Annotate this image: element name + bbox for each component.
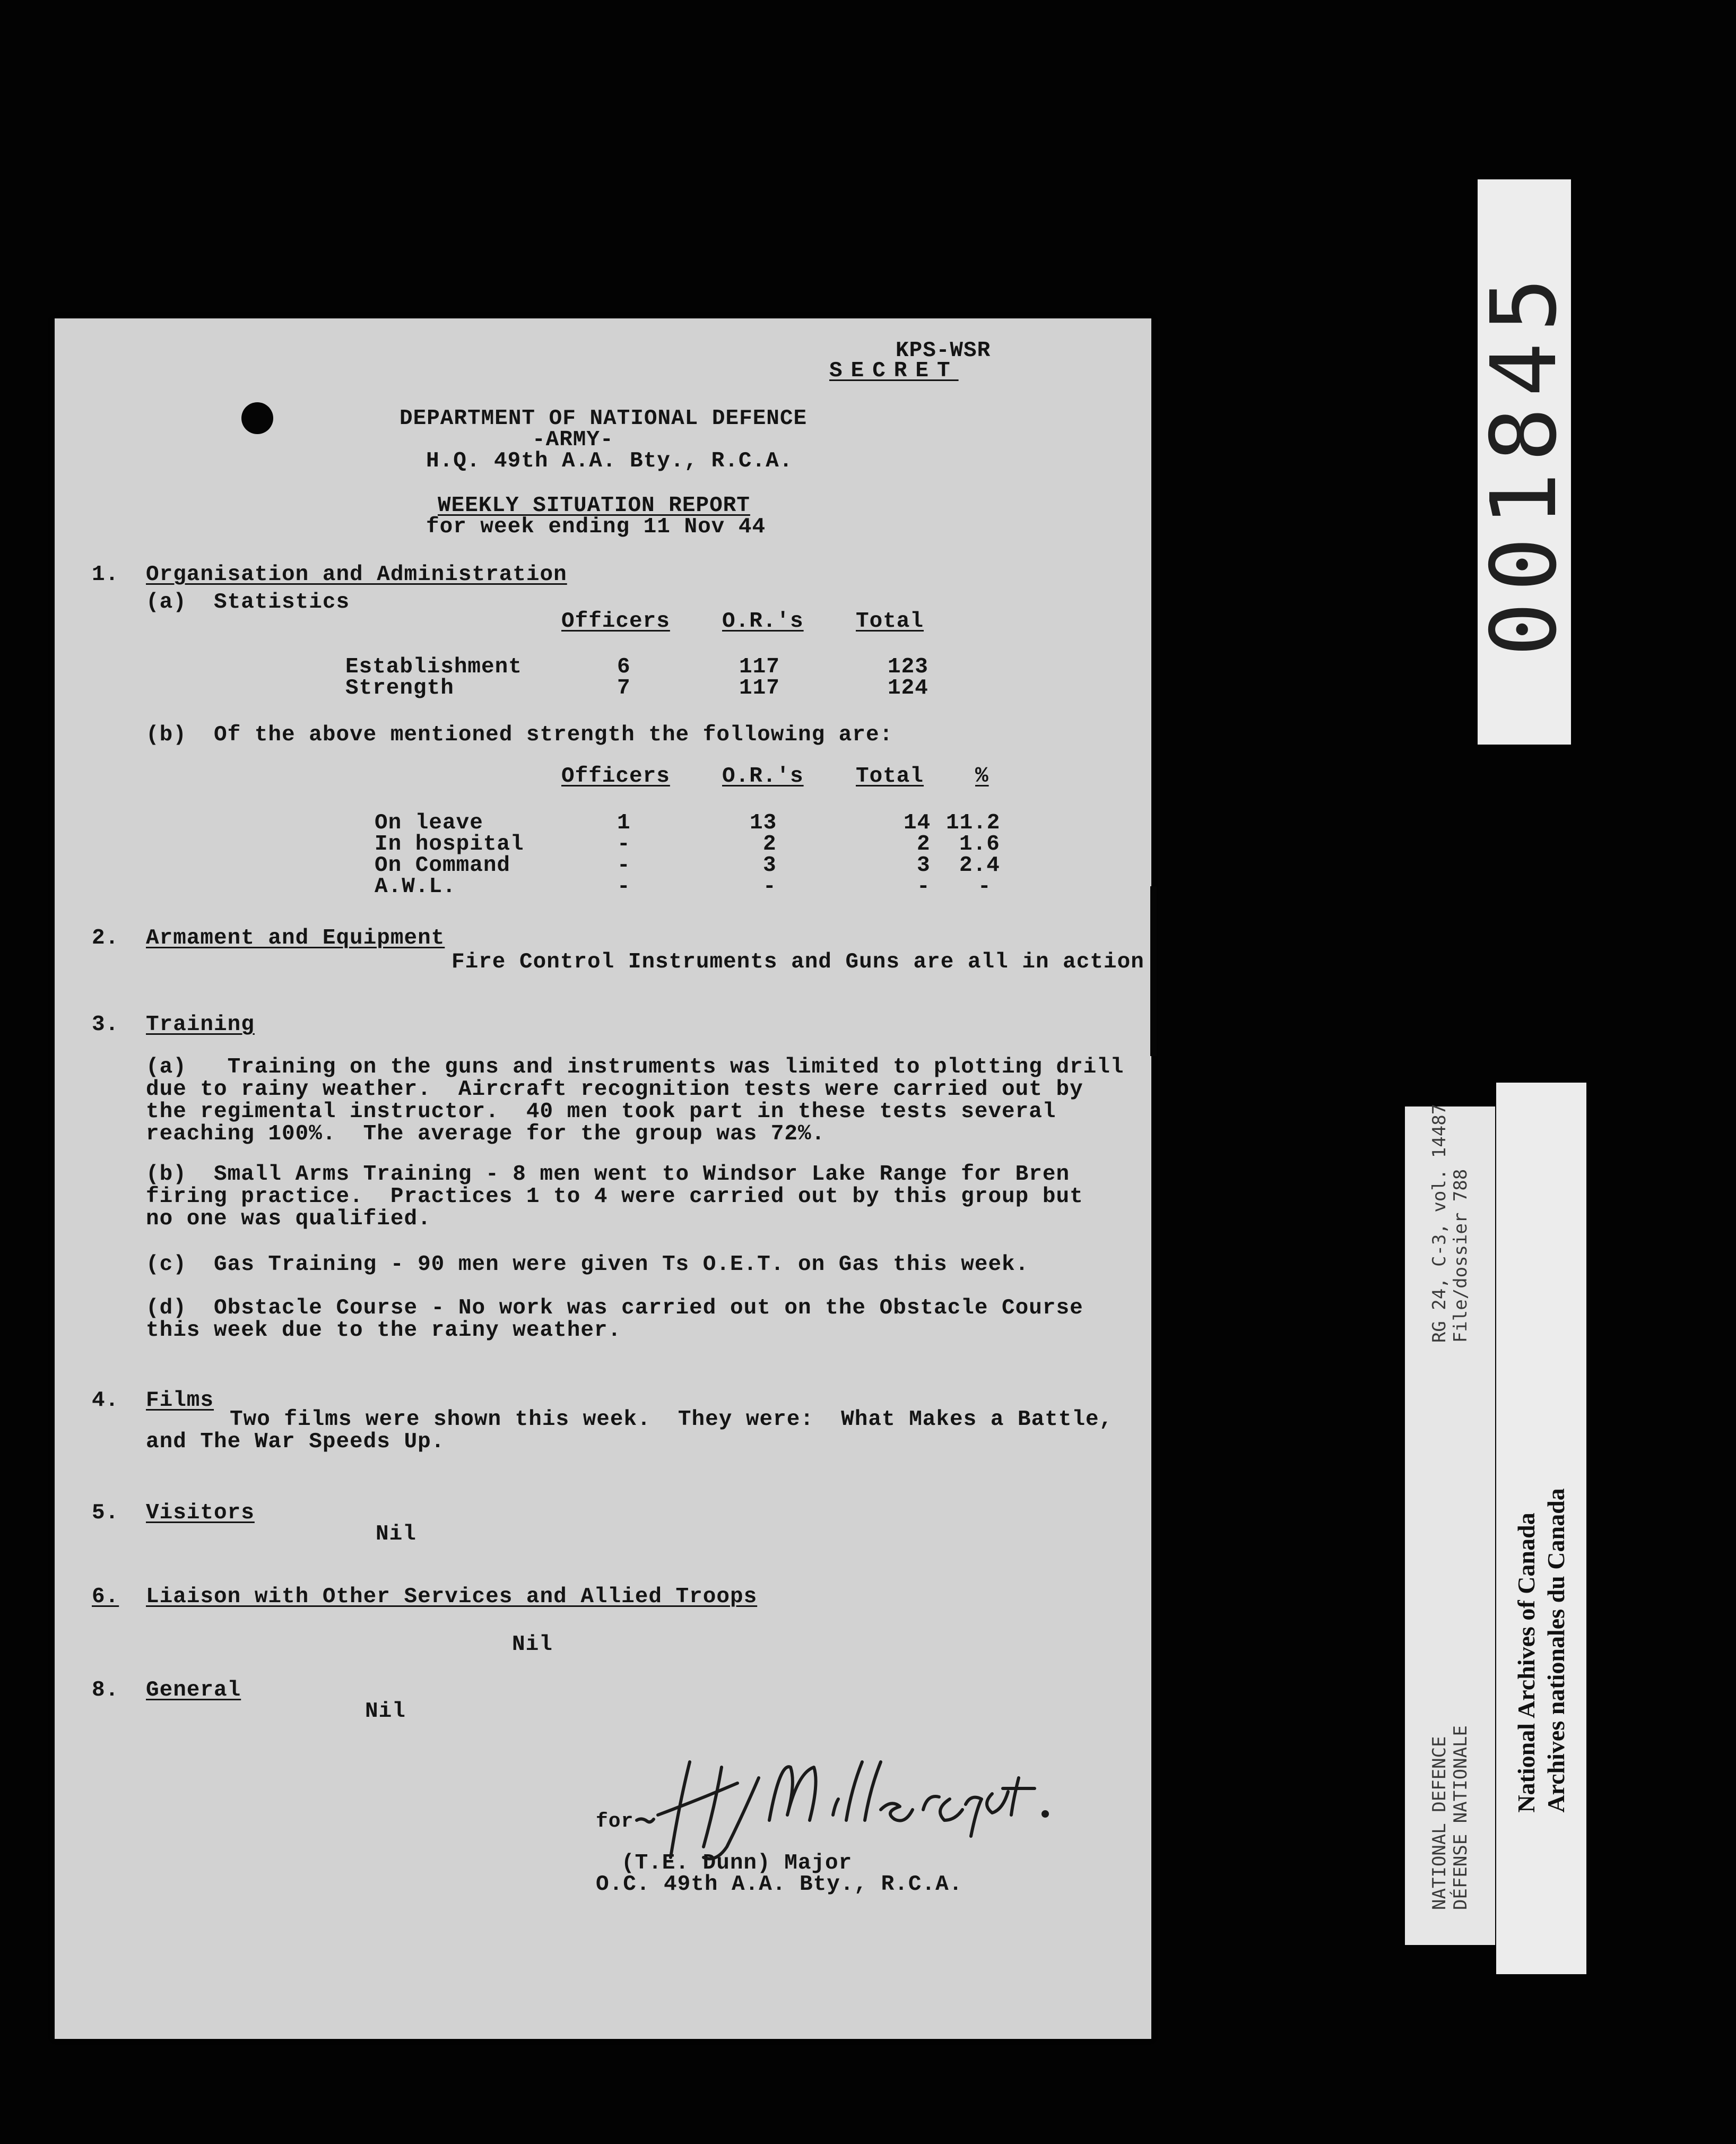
section-8-number: 8. [92, 1678, 119, 1702]
col-total: Total [856, 609, 924, 634]
section-6-title: Liaison with Other Services and Allied Troops [146, 1585, 758, 1609]
signature-prefix: for [596, 1810, 634, 1833]
section-5-number: 5. [92, 1501, 119, 1525]
department: DEPARTMENT OF NATIONAL DEFENCE [400, 407, 808, 431]
col-ors: O.R.'s [722, 609, 804, 634]
section-3-number: 3. [92, 1013, 119, 1037]
section-8-text: Nil [365, 1699, 406, 1724]
row-ors: - [763, 875, 777, 899]
section-2-number: 2. [92, 926, 119, 950]
training-b-line: (b) Small Arms Training - 8 men went to Windsor Lake Range for Bren [146, 1162, 1070, 1187]
strength-breakdown-label: (b) Of the above mentioned strength the following are: [146, 723, 893, 747]
section-8-title: General [146, 1678, 241, 1702]
films-line: Two films were shown this week. They were: What Makes a Battle, [230, 1407, 1113, 1432]
frame-number: 001845 [1472, 266, 1577, 657]
training-a-line: (a) Training on the guns and instruments was limited to plotting drill [146, 1055, 1124, 1079]
stat-officers: 6 [617, 655, 631, 679]
signatory-unit: O.C. 49th A.A. Bty., R.C.A. [596, 1872, 963, 1897]
archive-reference-label [1405, 1103, 1495, 1945]
section-5-text: Nil [376, 1522, 416, 1546]
handwritten-signature [626, 1757, 1066, 1868]
section-4-title: Films [146, 1388, 214, 1413]
section-6-number: 6. [92, 1585, 119, 1609]
row-percent: - [978, 875, 992, 899]
col-ors: O.R.'s [722, 764, 804, 789]
classification: SECRET [829, 359, 959, 383]
archive-name-label [1496, 1083, 1586, 1974]
statistics-label: (a) Statistics [146, 590, 350, 615]
stat-label: Strength [345, 676, 454, 701]
section-1-number: 1. [92, 563, 119, 587]
row-label: On Command [375, 853, 511, 878]
row-percent: 1.6 [959, 832, 1000, 857]
row-label: A.W.L. [375, 875, 456, 899]
report-title: WEEKLY SITUATION REPORT [438, 494, 750, 518]
training-b-line: no one was qualified. [146, 1207, 431, 1231]
stat-ors: 117 [739, 676, 780, 701]
section-4-number: 4. [92, 1388, 119, 1413]
row-percent: 11.2 [946, 811, 1001, 835]
stat-ors: 117 [739, 655, 780, 679]
archive-name: National Archives of Canada Archives nationales du Canada [1513, 1488, 1569, 1813]
training-a-line: the regimental instructor. 40 men took part in these tests several [146, 1100, 1056, 1124]
report-week: for week ending 11 Nov 44 [426, 515, 766, 539]
training-d-line: (d) Obstacle Course - No work was carried out on the Obstacle Course [146, 1296, 1083, 1320]
row-total: 3 [917, 853, 931, 878]
row-ors: 2 [763, 832, 777, 857]
stat-label: Establishment [345, 655, 522, 679]
frame-number-stamp [1472, 179, 1577, 745]
training-a-line: due to rainy weather. Aircraft recognition tests were carried out by [146, 1077, 1083, 1102]
signatory-name: (T.E. Dunn) Major [621, 1851, 853, 1875]
row-label: On leave [375, 811, 483, 835]
col-officers: Officers [561, 764, 670, 789]
films-line: and The War Speeds Up. [146, 1430, 445, 1454]
row-total: 14 [904, 811, 931, 835]
stat-total: 124 [888, 676, 928, 701]
section-1-title: Organisation and Administration [146, 563, 567, 587]
row-officers: - [617, 875, 631, 899]
row-ors: 13 [750, 811, 777, 835]
unit-line: H.Q. 49th A.A. Bty., R.C.A. [426, 449, 793, 473]
stat-officers: 7 [617, 676, 631, 701]
punch-hole [241, 402, 273, 434]
row-officers: - [617, 832, 631, 857]
row-officers: 1 [617, 811, 631, 835]
row-total: 2 [917, 832, 931, 857]
section-2-text: Fire Control Instruments and Guns are all in action [452, 950, 1144, 974]
row-percent: 2.4 [959, 853, 1000, 878]
army-line: -ARMY- [532, 428, 614, 452]
stat-total: 123 [888, 655, 928, 679]
col-officers: Officers [561, 609, 670, 634]
row-officers: - [617, 853, 631, 878]
training-d-line: this week due to the rainy weather. [146, 1318, 622, 1343]
row-label: In hospital [375, 832, 524, 857]
section-2-title: Armament and Equipment [146, 926, 445, 950]
section-6-text: Nil [512, 1632, 553, 1657]
training-c-line: (c) Gas Training - 90 men were given Ts O.E.T. on Gas this week. [146, 1252, 1029, 1277]
col-total: Total [856, 764, 924, 789]
page-edge-mark [1150, 886, 1157, 1056]
archive-source: NATIONAL DEFENCE DÉFENSE NATIONALE [1429, 1725, 1471, 1910]
col-percent: % [975, 764, 989, 789]
training-a-line: reaching 100%. The average for the group was 72%. [146, 1122, 826, 1146]
row-ors: 3 [763, 853, 777, 878]
archive-reference: RG 24, C-3, vol. 14487 File/dossier 788 [1429, 1103, 1471, 1343]
reference-code: KPS-WSR [896, 339, 991, 363]
training-b-line: firing practice. Practices 1 to 4 were carried out by this group but [146, 1185, 1083, 1209]
section-3-title: Training [146, 1013, 255, 1037]
section-5-title: Visitors [146, 1501, 255, 1525]
row-total: - [917, 875, 931, 899]
